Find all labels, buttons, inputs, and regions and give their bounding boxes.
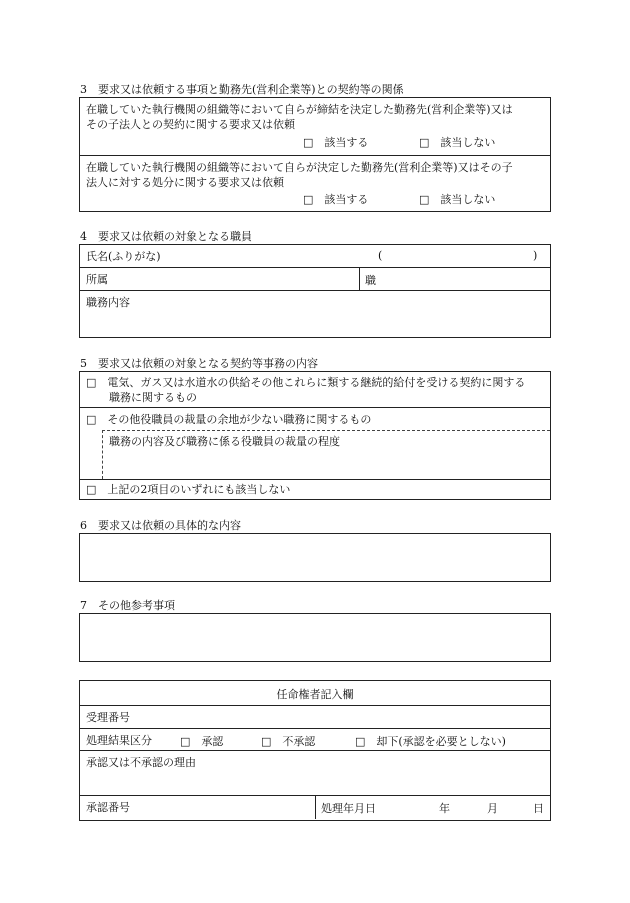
result-category-label: 処理結果区分 <box>86 734 152 747</box>
section5-opt1-row[interactable] <box>80 372 550 408</box>
authority-title: 任命権者記入欄 <box>276 688 354 701</box>
section5-opt2-row <box>80 408 550 480</box>
section5-opt2-checkbox[interactable]: □ その他役職員の裁量の余地が少ない職務に関するもの <box>86 413 372 426</box>
name-paren-close: ) <box>533 249 538 262</box>
section7-title: 7 その他参考事項 <box>80 599 175 612</box>
result-row <box>80 729 550 751</box>
section3-item1-line2: その子法人との契約に関する要求又は依頼 <box>86 118 295 131</box>
section5-opt3-checkbox[interactable]: □ 上記の2項目のいずれにも該当しない <box>86 483 291 496</box>
section5-opt3-row <box>80 480 550 499</box>
approve-checkbox[interactable]: □ 承認 <box>180 735 224 748</box>
receipt-row[interactable] <box>80 706 550 729</box>
approval-divider <box>315 796 316 819</box>
dismiss-checkbox[interactable]: □ 却下(承認を必要としない) <box>355 735 506 748</box>
name-furigana-label: 氏名(ふりがな) <box>86 250 161 263</box>
affiliation-divider <box>359 268 360 290</box>
section5-opt2-detail-label: 職務の内容及び職務に係る役職員の裁量の程度 <box>109 435 340 448</box>
section3-row-disposition <box>80 156 550 211</box>
section4-name-row[interactable] <box>80 245 550 268</box>
section5-box <box>79 371 551 500</box>
duties-label: 職務内容 <box>86 296 130 309</box>
approval-number-label: 承認番号 <box>86 801 130 814</box>
section5-opt2-detail-box[interactable] <box>102 430 550 479</box>
receipt-number-label: 受理番号 <box>86 711 130 724</box>
section3-item2-line2: 法人に対する処分に関する要求又は依頼 <box>86 176 284 189</box>
section4-duties-row[interactable] <box>80 291 550 337</box>
affiliation-label: 所属 <box>86 273 108 286</box>
disapprove-checkbox[interactable]: □ 不承認 <box>261 735 316 748</box>
section6-title: 6 要求又は依頼の具体的な内容 <box>80 519 241 532</box>
section6-content-box[interactable] <box>79 533 551 582</box>
position-label: 職 <box>365 274 376 287</box>
reason-row[interactable] <box>80 751 550 796</box>
section3-box <box>79 97 551 212</box>
date-day-label: 日 <box>533 802 544 815</box>
processing-date-label: 処理年月日 <box>321 802 376 815</box>
section3-item2-applies-checkbox[interactable]: □ 該当する <box>303 193 369 206</box>
reason-label: 承認又は不承認の理由 <box>86 756 196 769</box>
section5-title: 5 要求又は依頼の対象となる契約等事務の内容 <box>80 357 318 370</box>
section5-opt1-line1[interactable]: □ 電気、ガス又は水道水の供給その他これらに類する継続的給付を受ける契約に関する <box>86 376 526 389</box>
section3-item2-not-applies-checkbox[interactable]: □ 該当しない <box>419 193 496 206</box>
date-year-label: 年 <box>439 802 450 815</box>
section4-box <box>79 244 551 338</box>
section5-opt1-line2: 職務に関するもの <box>109 391 197 404</box>
section3-item1-line1: 在職していた執行機関の組織等において自らが締結を決定した勤務先(営利企業等)又は <box>86 103 513 116</box>
authority-box <box>79 680 551 821</box>
section3-row-contract <box>80 98 550 156</box>
section7-content-box[interactable] <box>79 613 551 662</box>
section3-item1-applies-checkbox[interactable]: □ 該当する <box>303 136 369 149</box>
authority-title-row <box>80 681 550 706</box>
section4-affiliation-row <box>80 268 550 291</box>
date-month-label: 月 <box>487 802 498 815</box>
section4-title: 4 要求又は依頼の対象となる職員 <box>80 230 252 243</box>
approval-row <box>80 796 550 819</box>
section3-title: 3 要求又は依頼する事項と勤務先(営利企業等)との契約等の関係 <box>80 83 404 96</box>
section3-item2-line1: 在職していた執行機関の組織等において自らが決定した勤務先(営利企業等)又はその子 <box>86 161 513 174</box>
section3-item1-not-applies-checkbox[interactable]: □ 該当しない <box>419 136 496 149</box>
name-paren-open: ( <box>378 249 383 262</box>
